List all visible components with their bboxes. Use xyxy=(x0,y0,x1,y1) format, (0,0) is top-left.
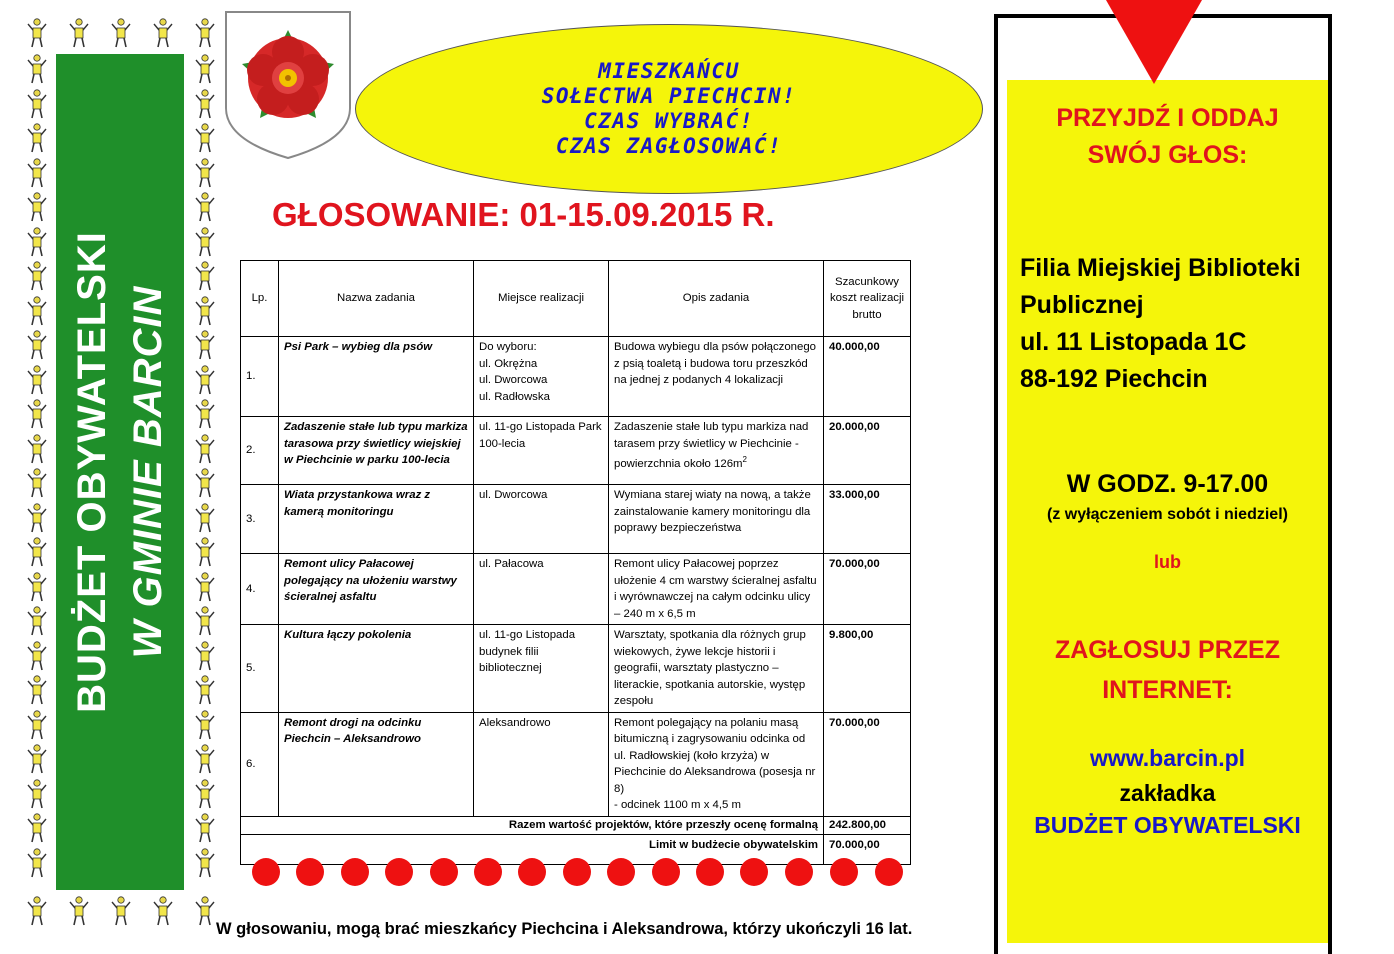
slogan-ellipse xyxy=(355,24,983,194)
banner-line2: W GMINIE BARCIN xyxy=(126,285,170,659)
waving-figure-icon xyxy=(26,468,48,498)
vote-online-heading xyxy=(1007,630,1328,710)
limit-label: Limit w budżecie obywatelskim xyxy=(241,834,824,864)
total-value: 242.800,00 xyxy=(824,816,911,834)
waving-figure-icon xyxy=(26,537,48,567)
waving-figure-icon xyxy=(194,330,216,360)
tab-value: BUDŻET OBYWATELSKI xyxy=(1034,812,1301,838)
waving-figure-icon xyxy=(26,18,48,48)
waving-figure-icon xyxy=(26,744,48,774)
row-cost: 40.000,00 xyxy=(824,337,911,417)
waving-figure-icon xyxy=(26,675,48,705)
coat-of-arms-icon xyxy=(222,8,354,162)
header-name: Nazwa zadania xyxy=(279,261,474,337)
red-dot xyxy=(563,858,591,886)
slogan-line: SOŁECTWA PIECHCIN! xyxy=(541,84,797,108)
red-dot xyxy=(830,858,858,886)
red-dot xyxy=(385,858,413,886)
come-vote-heading xyxy=(1007,100,1328,174)
row-name: Wiata przystankowa wraz z kamerą monitoringu xyxy=(279,485,474,554)
waving-figure-icon xyxy=(152,18,174,48)
slogan-line: CZAS WYBRAĆ! xyxy=(584,109,754,133)
waving-figure-icon xyxy=(26,365,48,395)
row-place: ul. Pałacowa xyxy=(474,554,609,625)
table-row xyxy=(241,712,911,816)
address-line: 88-192 Piechcin xyxy=(1020,365,1208,393)
waving-figure-icon xyxy=(194,158,216,188)
table-row xyxy=(241,625,911,713)
row-name: Remont ulicy Pałacowej polegający na ułożeniu warstwy ścieralnej asfaltu xyxy=(279,554,474,625)
waving-figure-icon xyxy=(26,330,48,360)
red-dot xyxy=(785,858,813,886)
red-dot xyxy=(341,858,369,886)
banner-title xyxy=(64,231,176,713)
waving-figure-icon xyxy=(194,710,216,740)
red-dot xyxy=(875,858,903,886)
total-label: Razem wartość projektów, które przeszły ocenę formalną xyxy=(241,816,824,834)
waving-figure-icon xyxy=(26,606,48,636)
waving-figure-icon xyxy=(26,399,48,429)
waving-figure-icon xyxy=(26,89,48,119)
slogan-line: CZAS ZAGŁOSOWAĆ! xyxy=(555,134,783,158)
row-desc: Remont ulicy Pałacowej poprzez ułożenie 4 cm warstwy ścieralnej asfaltu i wyrównawczej na całym odcinku ulicy – 240 m x 6,5 m xyxy=(609,554,824,625)
row-cost: 70.000,00 xyxy=(824,554,911,625)
come-vote-line: PRZYJDŹ I ODDAJ xyxy=(1056,104,1279,132)
opening-hours-note: (z wyłączeniem sobót i niedziel) xyxy=(1047,506,1288,523)
row-cost: 33.000,00 xyxy=(824,485,911,554)
row-lp: 3. xyxy=(241,485,279,554)
waving-figure-icon xyxy=(26,572,48,602)
header-lp: Lp. xyxy=(241,261,279,337)
waving-figure-icon xyxy=(26,296,48,326)
row-place: Do wyboru: ul. Okrężna ul. Dworcowa ul. Radłowska xyxy=(474,337,609,417)
row-lp: 2. xyxy=(241,417,279,485)
banner-line1: BUDŻET OBYWATELSKI xyxy=(70,231,114,713)
row-name: Psi Park – wybieg dla psów xyxy=(279,337,474,417)
header-place: Miejsce realizacji xyxy=(474,261,609,337)
waving-figure-icon xyxy=(194,18,216,48)
waving-figure-icon xyxy=(194,779,216,809)
red-dot xyxy=(607,858,635,886)
row-place: ul. 11-go Listopada Park 100-lecia xyxy=(474,417,609,485)
waving-figure-icon xyxy=(152,896,174,926)
row-lp: 5. xyxy=(241,625,279,713)
red-dot xyxy=(740,858,768,886)
red-dot xyxy=(296,858,324,886)
waving-figure-icon xyxy=(194,192,216,222)
red-dot xyxy=(652,858,680,886)
waving-figure-icon xyxy=(194,468,216,498)
waving-figure-icon xyxy=(26,641,48,671)
row-place: Aleksandrowo xyxy=(474,712,609,816)
row-lp: 6. xyxy=(241,712,279,816)
come-vote-line: SWÓJ GŁOS: xyxy=(1087,141,1248,169)
row-cost: 9.800,00 xyxy=(824,625,911,713)
row-cost: 20.000,00 xyxy=(824,417,911,485)
waving-figure-icon xyxy=(194,744,216,774)
website-link[interactable]: www.barcin.pl xyxy=(1089,745,1246,771)
waving-figure-icon xyxy=(194,675,216,705)
banner xyxy=(56,54,184,890)
row-place: ul. 11-go Listopada budynek filii bibliotecznej xyxy=(474,625,609,713)
table-total-row xyxy=(241,816,911,834)
waving-figure-icon xyxy=(194,434,216,464)
red-arrow-icon xyxy=(1106,0,1202,84)
red-dot xyxy=(518,858,546,886)
or-text: lub xyxy=(1154,552,1181,572)
waving-figure-icon xyxy=(110,18,132,48)
library-address xyxy=(1020,250,1301,398)
waving-figure-icon xyxy=(26,192,48,222)
waving-figure-icon xyxy=(194,896,216,926)
waving-figure-icon xyxy=(194,537,216,567)
row-place: ul. Dworcowa xyxy=(474,485,609,554)
row-lp: 1. xyxy=(241,337,279,417)
header-cost: Szacunkowy koszt realizacji brutto xyxy=(824,261,911,337)
row-desc: Zadaszenie stałe lub typu markiza nad tarasem przy świetlicy w Piechcinie - powierzchnia około $126m^2$ xyxy=(609,417,824,485)
vote-online-line: ZAGŁOSUJ PRZEZ xyxy=(1054,636,1280,664)
waving-figure-icon xyxy=(194,123,216,153)
row-name: Zadaszenie stałe lub typu markiza tarasowa przy świetlicy wiejskiej w Piechcinie w parku 100-lecia xyxy=(279,417,474,485)
waving-figure-icon xyxy=(194,296,216,326)
waving-figure-icon xyxy=(26,779,48,809)
waving-figure-icon xyxy=(26,261,48,291)
address-line: Filia Miejskiej Biblioteki xyxy=(1020,254,1301,282)
address-line: ul. 11 Listopada 1C xyxy=(1020,328,1247,356)
tab-label: zakładka xyxy=(1119,780,1216,806)
waving-figure-icon xyxy=(110,896,132,926)
waving-figure-icon xyxy=(194,54,216,84)
table-row xyxy=(241,554,911,625)
row-cost: 70.000,00 xyxy=(824,712,911,816)
table-row xyxy=(241,485,911,554)
waving-figure-icon xyxy=(194,572,216,602)
waving-figure-icon xyxy=(26,434,48,464)
waving-figure-icon xyxy=(194,503,216,533)
waving-figure-icon xyxy=(26,896,48,926)
row-desc: Warsztaty, spotkania dla różnych grup wiekowych, żywe lekcje historii i geografii, warsztaty plastyczno – literackie, spotkania autorskie, występ zespołu xyxy=(609,625,824,713)
red-dot xyxy=(252,858,280,886)
waving-figure-icon xyxy=(68,18,90,48)
row-lp: 4. xyxy=(241,554,279,625)
header-desc: Opis zadania xyxy=(609,261,824,337)
waving-figure-icon xyxy=(26,158,48,188)
vote-online-line: INTERNET: xyxy=(1102,676,1233,704)
slogan-line: MIESZKAŃCU xyxy=(598,59,740,83)
row-desc: Remont polegający na polaniu masą bitumiczną i zagrysowaniu odcinka od ul. Radłowskiej (koło krzyża) w Piechcinie do Aleksandrowa (posesja nr 8) - odcinek 1100 m x 4,5 m xyxy=(609,712,824,816)
table-header-row xyxy=(241,261,911,337)
waving-figure-icon xyxy=(26,54,48,84)
eligibility-note: W głosowaniu, mogą brać mieszkańcy Piechcina i Aleksandrowa, którzy ukończyli 16 lat. xyxy=(216,920,913,938)
row-desc: Budowa wybiegu dla psów połączonego z psią toaletą i budowa toru przeszkód na jednej z podanych 4 lokalizacji xyxy=(609,337,824,417)
waving-figure-icon xyxy=(194,606,216,636)
red-dot xyxy=(474,858,502,886)
waving-figure-icon xyxy=(26,848,48,878)
table-row xyxy=(241,417,911,485)
red-dot xyxy=(430,858,458,886)
opening-hours: W GODZ. 9-17.00 xyxy=(1066,470,1269,498)
table-row xyxy=(241,337,911,417)
waving-figure-icon xyxy=(68,896,90,926)
waving-figure-icon xyxy=(194,365,216,395)
row-desc: Wymiana starej wiaty na nową, a także zainstalowanie kamery monitoringu dla poprawy bezpieczeństwa xyxy=(609,485,824,554)
waving-figure-icon xyxy=(26,813,48,843)
waving-figure-icon xyxy=(194,399,216,429)
limit-value: 70.000,00 xyxy=(824,834,911,864)
red-dot xyxy=(696,858,724,886)
waving-figure-icon xyxy=(26,503,48,533)
voting-dates: GŁOSOWANIE: 01-15.09.2015 R. xyxy=(272,196,775,233)
waving-figure-icon xyxy=(194,641,216,671)
waving-figure-icon xyxy=(26,710,48,740)
waving-figure-icon xyxy=(194,813,216,843)
waving-figure-icon xyxy=(194,89,216,119)
waving-figure-icon xyxy=(26,123,48,153)
waving-figure-icon xyxy=(26,227,48,257)
waving-figure-icon xyxy=(194,261,216,291)
row-name: Remont drogi na odcinku Piechcin – Aleksandrowo xyxy=(279,712,474,816)
waving-figure-icon xyxy=(194,227,216,257)
projects-table xyxy=(240,260,911,865)
address-line: Publicznej xyxy=(1020,291,1144,319)
row-name: Kultura łączy pokolenia xyxy=(279,625,474,713)
waving-figure-icon xyxy=(194,848,216,878)
